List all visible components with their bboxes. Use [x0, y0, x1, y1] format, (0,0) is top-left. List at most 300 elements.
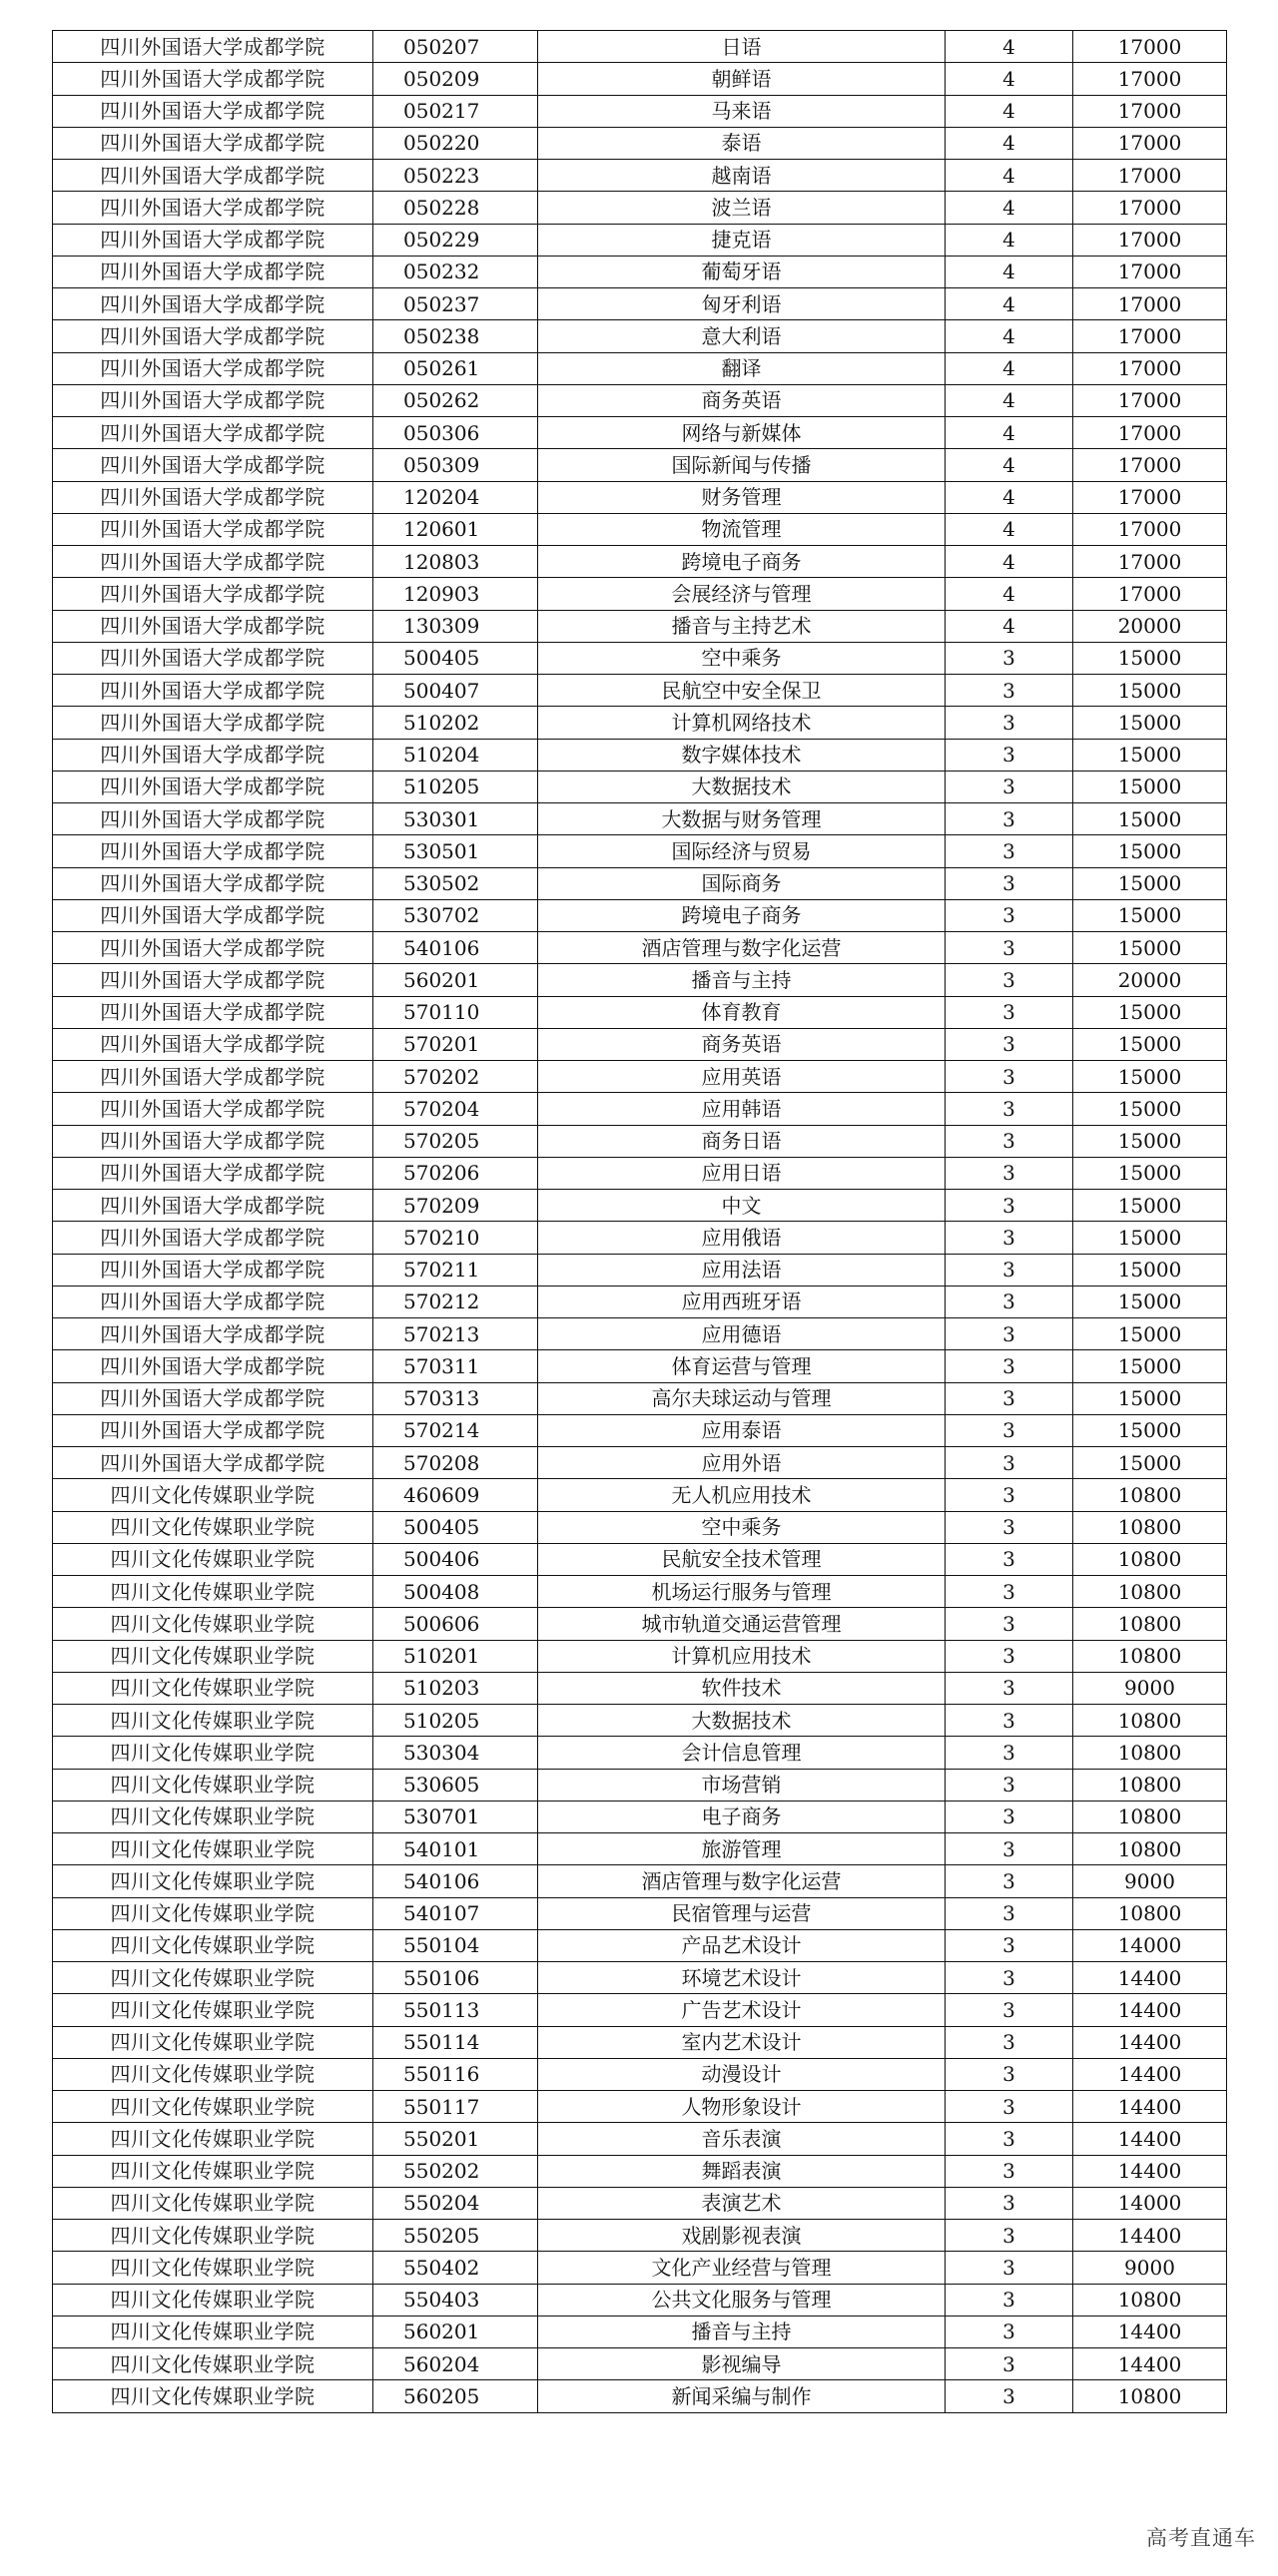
tuition-fee-cell: 15000	[1073, 899, 1227, 931]
duration-cell: 3	[946, 1350, 1073, 1382]
major-code-cell: 500405	[373, 642, 538, 674]
tuition-fee-cell: 14400	[1073, 2123, 1227, 2155]
duration-cell: 3	[946, 996, 1073, 1028]
major-code-cell: 570213	[373, 1318, 538, 1350]
table-row	[53, 2348, 1227, 2380]
duration-cell: 3	[946, 1640, 1073, 1672]
tuition-fee-cell: 15000	[1073, 932, 1227, 964]
table-row	[53, 224, 1227, 256]
major-code-cell: 500407	[373, 675, 538, 707]
major-code-cell: 050261	[373, 352, 538, 384]
tuition-fee-cell: 15000	[1073, 707, 1227, 739]
tuition-fee-cell: 10800	[1073, 1897, 1227, 1929]
major-code-cell: 550204	[373, 2187, 538, 2219]
tuition-fee-cell: 15000	[1073, 771, 1227, 802]
major-name-cell: 日语	[538, 31, 946, 63]
major-name-cell: 人物形象设计	[538, 2091, 946, 2123]
major-name-cell: 商务英语	[538, 1028, 946, 1060]
school-cell: 四川文化传媒职业学院	[53, 1833, 373, 1865]
major-name-cell: 跨境电子商务	[538, 899, 946, 931]
table-row	[53, 1801, 1227, 1832]
watermark-text: 高考直通车	[1146, 2526, 1256, 2550]
major-name-cell: 匈牙利语	[538, 288, 946, 320]
tuition-fee-cell: 17000	[1073, 192, 1227, 224]
major-code-cell: 530701	[373, 1801, 538, 1832]
tuition-fee-cell: 20000	[1073, 964, 1227, 996]
major-code-cell: 570205	[373, 1125, 538, 1157]
tuition-fee-cell: 10800	[1073, 1608, 1227, 1640]
major-name-cell: 波兰语	[538, 192, 946, 224]
table-row	[53, 835, 1227, 867]
tuition-fee-cell: 15000	[1073, 1061, 1227, 1093]
duration-cell: 4	[946, 513, 1073, 545]
school-cell: 四川外国语大学成都学院	[53, 867, 373, 899]
duration-cell: 3	[946, 1125, 1073, 1157]
duration-cell: 3	[946, 1061, 1073, 1093]
school-cell: 四川外国语大学成都学院	[53, 256, 373, 287]
school-cell: 四川外国语大学成都学院	[53, 1286, 373, 1317]
school-cell: 四川外国语大学成都学院	[53, 803, 373, 835]
duration-cell: 3	[946, 932, 1073, 964]
tuition-fee-cell: 17000	[1073, 578, 1227, 610]
duration-cell: 3	[946, 1382, 1073, 1414]
major-code-cell: 050232	[373, 256, 538, 287]
tuition-fee-cell: 17000	[1073, 513, 1227, 545]
major-name-cell: 播音与主持	[538, 2316, 946, 2347]
table-row	[53, 256, 1227, 287]
major-name-cell: 大数据技术	[538, 1705, 946, 1737]
tuition-fee-cell: 14400	[1073, 2348, 1227, 2380]
table-row	[53, 1929, 1227, 1961]
tuition-fee-cell: 17000	[1073, 481, 1227, 513]
tuition-fee-cell: 14400	[1073, 2091, 1227, 2123]
table-row	[53, 1318, 1227, 1350]
major-code-cell: 510205	[373, 1705, 538, 1737]
duration-cell: 3	[946, 2187, 1073, 2219]
duration-cell: 3	[946, 2316, 1073, 2347]
major-code-cell: 550201	[373, 2123, 538, 2155]
table-row	[53, 610, 1227, 642]
tuition-fee-cell: 15000	[1073, 867, 1227, 899]
major-name-cell: 大数据与财务管理	[538, 803, 946, 835]
major-code-cell: 550205	[373, 2220, 538, 2252]
duration-cell: 4	[946, 31, 1073, 63]
table-row	[53, 1608, 1227, 1640]
duration-cell: 3	[946, 1093, 1073, 1125]
major-code-cell: 050209	[373, 63, 538, 95]
school-cell: 四川外国语大学成都学院	[53, 1093, 373, 1125]
tuition-fee-cell: 10800	[1073, 1769, 1227, 1801]
duration-cell: 3	[946, 1222, 1073, 1254]
tuition-fee-cell: 14400	[1073, 1994, 1227, 2026]
school-cell: 四川文化传媒职业学院	[53, 1994, 373, 2026]
school-cell: 四川外国语大学成都学院	[53, 546, 373, 578]
major-code-cell: 120803	[373, 546, 538, 578]
school-cell: 四川外国语大学成都学院	[53, 1157, 373, 1189]
major-code-cell: 530605	[373, 1769, 538, 1801]
school-cell: 四川外国语大学成都学院	[53, 707, 373, 739]
tuition-fee-cell: 10800	[1073, 1705, 1227, 1737]
major-name-cell: 动漫设计	[538, 2058, 946, 2090]
school-cell: 四川外国语大学成都学院	[53, 320, 373, 352]
major-code-cell: 570110	[373, 996, 538, 1028]
major-name-cell: 空中乘务	[538, 642, 946, 674]
school-cell: 四川外国语大学成都学院	[53, 513, 373, 545]
major-name-cell: 大数据技术	[538, 771, 946, 802]
school-cell: 四川文化传媒职业学院	[53, 2220, 373, 2252]
table-row	[53, 1672, 1227, 1704]
table-row	[53, 578, 1227, 610]
major-code-cell: 120903	[373, 578, 538, 610]
tuition-fee-cell: 15000	[1073, 1318, 1227, 1350]
table-row	[53, 2187, 1227, 2219]
school-cell: 四川文化传媒职业学院	[53, 2026, 373, 2058]
school-cell: 四川外国语大学成都学院	[53, 1028, 373, 1060]
tuition-fee-cell: 15000	[1073, 1382, 1227, 1414]
major-code-cell: 570208	[373, 1447, 538, 1479]
major-name-cell: 应用外语	[538, 1447, 946, 1479]
table-row	[53, 1028, 1227, 1060]
major-name-cell: 机场运行服务与管理	[538, 1576, 946, 1608]
duration-cell: 3	[946, 1897, 1073, 1929]
school-cell: 四川文化传媒职业学院	[53, 1672, 373, 1704]
tuition-fee-cell: 14000	[1073, 1929, 1227, 1961]
duration-cell: 3	[946, 1929, 1073, 1961]
duration-cell: 3	[946, 867, 1073, 899]
tuition-fee-cell: 15000	[1073, 835, 1227, 867]
duration-cell: 3	[946, 1543, 1073, 1575]
major-code-cell: 120601	[373, 513, 538, 545]
duration-cell: 3	[946, 1962, 1073, 1994]
major-code-cell: 050220	[373, 127, 538, 159]
table-row	[53, 160, 1227, 192]
school-cell: 四川外国语大学成都学院	[53, 578, 373, 610]
tuition-fee-cell: 10800	[1073, 1737, 1227, 1769]
school-cell: 四川文化传媒职业学院	[53, 1543, 373, 1575]
major-code-cell: 530702	[373, 899, 538, 931]
major-code-cell: 570311	[373, 1350, 538, 1382]
major-name-cell: 应用西班牙语	[538, 1286, 946, 1317]
tuition-fee-cell: 20000	[1073, 610, 1227, 642]
duration-cell: 3	[946, 1028, 1073, 1060]
major-code-cell: 550106	[373, 1962, 538, 1994]
school-cell: 四川外国语大学成都学院	[53, 1190, 373, 1222]
tuition-fee-cell: 14400	[1073, 2316, 1227, 2347]
table-row	[53, 2380, 1227, 2412]
school-cell: 四川文化传媒职业学院	[53, 2348, 373, 2380]
table-row	[53, 2284, 1227, 2316]
tuition-fee-cell: 10800	[1073, 1479, 1227, 1511]
school-cell: 四川文化传媒职业学院	[53, 1479, 373, 1511]
table-row	[53, 127, 1227, 159]
major-name-cell: 酒店管理与数字化运营	[538, 932, 946, 964]
table-row	[53, 675, 1227, 707]
duration-cell: 3	[946, 2123, 1073, 2155]
tuition-fee-cell: 10800	[1073, 1511, 1227, 1543]
table-row	[53, 1640, 1227, 1672]
major-code-cell: 510204	[373, 739, 538, 771]
table-row	[53, 642, 1227, 674]
major-code-cell: 050309	[373, 449, 538, 481]
major-code-cell: 560201	[373, 964, 538, 996]
tuition-fee-cell: 15000	[1073, 1286, 1227, 1317]
school-cell: 四川外国语大学成都学院	[53, 642, 373, 674]
major-name-cell: 无人机应用技术	[538, 1479, 946, 1511]
duration-cell: 3	[946, 1705, 1073, 1737]
school-cell: 四川外国语大学成都学院	[53, 449, 373, 481]
table-row	[53, 1897, 1227, 1929]
major-name-cell: 酒店管理与数字化运营	[538, 1865, 946, 1897]
table-row	[53, 2316, 1227, 2347]
table-row	[53, 2252, 1227, 2284]
major-code-cell: 500406	[373, 1543, 538, 1575]
school-cell: 四川外国语大学成都学院	[53, 127, 373, 159]
major-code-cell: 130309	[373, 610, 538, 642]
major-code-cell: 570212	[373, 1286, 538, 1317]
major-name-cell: 公共文化服务与管理	[538, 2284, 946, 2316]
table-row	[53, 31, 1227, 63]
major-name-cell: 计算机应用技术	[538, 1640, 946, 1672]
major-name-cell: 朝鲜语	[538, 63, 946, 95]
major-code-cell: 530301	[373, 803, 538, 835]
duration-cell: 3	[946, 2252, 1073, 2284]
major-name-cell: 影视编导	[538, 2348, 946, 2380]
tuition-fee-cell: 15000	[1073, 1414, 1227, 1446]
major-code-cell: 530502	[373, 867, 538, 899]
major-name-cell: 软件技术	[538, 1672, 946, 1704]
tuition-fee-cell: 9000	[1073, 2252, 1227, 2284]
school-cell: 四川文化传媒职业学院	[53, 1769, 373, 1801]
duration-cell: 4	[946, 160, 1073, 192]
tuition-fee-cell: 17000	[1073, 95, 1227, 127]
major-name-cell: 市场营销	[538, 1769, 946, 1801]
major-code-cell: 550104	[373, 1929, 538, 1961]
major-code-cell: 510202	[373, 707, 538, 739]
major-name-cell: 文化产业经营与管理	[538, 2252, 946, 2284]
major-name-cell: 产品艺术设计	[538, 1929, 946, 1961]
tuition-fee-cell: 14400	[1073, 2058, 1227, 2090]
duration-cell: 4	[946, 417, 1073, 449]
table-row	[53, 384, 1227, 416]
table-row	[53, 1479, 1227, 1511]
major-name-cell: 播音与主持	[538, 964, 946, 996]
table-row	[53, 1093, 1227, 1125]
table-row	[53, 95, 1227, 127]
tuition-fee-cell: 15000	[1073, 1093, 1227, 1125]
tuition-fee-cell: 17000	[1073, 224, 1227, 256]
major-code-cell: 550116	[373, 2058, 538, 2090]
tuition-fee-cell: 10800	[1073, 2380, 1227, 2412]
duration-cell: 3	[946, 2380, 1073, 2412]
major-name-cell: 应用日语	[538, 1157, 946, 1189]
major-code-cell: 460609	[373, 1479, 538, 1511]
duration-cell: 4	[946, 224, 1073, 256]
duration-cell: 3	[946, 707, 1073, 739]
duration-cell: 4	[946, 578, 1073, 610]
tuition-fee-cell: 10800	[1073, 1833, 1227, 1865]
duration-cell: 3	[946, 1447, 1073, 1479]
major-code-cell: 500606	[373, 1608, 538, 1640]
school-cell: 四川文化传媒职业学院	[53, 1640, 373, 1672]
major-code-cell: 050237	[373, 288, 538, 320]
major-name-cell: 国际经济与贸易	[538, 835, 946, 867]
school-cell: 四川文化传媒职业学院	[53, 1962, 373, 1994]
tuition-fee-cell: 17000	[1073, 352, 1227, 384]
major-name-cell: 新闻采编与制作	[538, 2380, 946, 2412]
tuition-fee-cell: 17000	[1073, 384, 1227, 416]
major-code-cell: 050238	[373, 320, 538, 352]
school-cell: 四川外国语大学成都学院	[53, 95, 373, 127]
table-row	[53, 867, 1227, 899]
table-row	[53, 546, 1227, 578]
major-code-cell: 550403	[373, 2284, 538, 2316]
major-code-cell: 050228	[373, 192, 538, 224]
table-row	[53, 1576, 1227, 1608]
duration-cell: 3	[946, 2348, 1073, 2380]
school-cell: 四川外国语大学成都学院	[53, 31, 373, 63]
school-cell: 四川外国语大学成都学院	[53, 1061, 373, 1093]
major-name-cell: 城市轨道交通运营管理	[538, 1608, 946, 1640]
table-row	[53, 1737, 1227, 1769]
school-cell: 四川文化传媒职业学院	[53, 2058, 373, 2090]
duration-cell: 3	[946, 1737, 1073, 1769]
major-code-cell: 570201	[373, 1028, 538, 1060]
duration-cell: 4	[946, 352, 1073, 384]
major-name-cell: 戏剧影视表演	[538, 2220, 946, 2252]
major-name-cell: 体育教育	[538, 996, 946, 1028]
duration-cell: 4	[946, 256, 1073, 287]
major-name-cell: 舞蹈表演	[538, 2155, 946, 2187]
major-name-cell: 体育运营与管理	[538, 1350, 946, 1382]
tuition-fee-cell: 10800	[1073, 2284, 1227, 2316]
tuition-table-body	[53, 31, 1227, 2413]
table-row	[53, 1286, 1227, 1317]
major-code-cell: 560205	[373, 2380, 538, 2412]
school-cell: 四川外国语大学成都学院	[53, 352, 373, 384]
major-code-cell: 510205	[373, 771, 538, 802]
major-name-cell: 广告艺术设计	[538, 1994, 946, 2026]
major-name-cell: 应用泰语	[538, 1414, 946, 1446]
table-row	[53, 1511, 1227, 1543]
tuition-fee-cell: 17000	[1073, 417, 1227, 449]
table-row	[53, 1414, 1227, 1446]
major-code-cell: 560201	[373, 2316, 538, 2347]
table-row	[53, 964, 1227, 996]
duration-cell: 3	[946, 1994, 1073, 2026]
school-cell: 四川外国语大学成都学院	[53, 384, 373, 416]
major-name-cell: 物流管理	[538, 513, 946, 545]
tuition-fee-cell: 15000	[1073, 1350, 1227, 1382]
major-code-cell: 550402	[373, 2252, 538, 2284]
table-row	[53, 2026, 1227, 2058]
table-row	[53, 192, 1227, 224]
major-name-cell: 空中乘务	[538, 1511, 946, 1543]
table-row	[53, 449, 1227, 481]
table-row	[53, 739, 1227, 771]
major-code-cell: 570209	[373, 1190, 538, 1222]
table-row	[53, 1350, 1227, 1382]
school-cell: 四川外国语大学成都学院	[53, 1382, 373, 1414]
tuition-fee-cell: 17000	[1073, 31, 1227, 63]
duration-cell: 4	[946, 320, 1073, 352]
major-name-cell: 网络与新媒体	[538, 417, 946, 449]
duration-cell: 3	[946, 899, 1073, 931]
major-name-cell: 应用法语	[538, 1254, 946, 1286]
tuition-fee-cell: 17000	[1073, 320, 1227, 352]
major-name-cell: 播音与主持艺术	[538, 610, 946, 642]
major-code-cell: 550117	[373, 2091, 538, 2123]
tuition-fee-cell: 15000	[1073, 803, 1227, 835]
school-cell: 四川外国语大学成都学院	[53, 288, 373, 320]
duration-cell: 4	[946, 95, 1073, 127]
duration-cell: 3	[946, 2026, 1073, 2058]
major-name-cell: 越南语	[538, 160, 946, 192]
school-cell: 四川文化传媒职业学院	[53, 1608, 373, 1640]
table-row	[53, 1447, 1227, 1479]
school-cell: 四川文化传媒职业学院	[53, 1929, 373, 1961]
school-cell: 四川文化传媒职业学院	[53, 1705, 373, 1737]
table-row	[53, 2220, 1227, 2252]
table-row	[53, 932, 1227, 964]
duration-cell: 3	[946, 2058, 1073, 2090]
major-name-cell: 国际新闻与传播	[538, 449, 946, 481]
major-code-cell: 120204	[373, 481, 538, 513]
school-cell: 四川外国语大学成都学院	[53, 160, 373, 192]
duration-cell: 3	[946, 1286, 1073, 1317]
major-name-cell: 民航安全技术管理	[538, 1543, 946, 1575]
school-cell: 四川文化传媒职业学院	[53, 1865, 373, 1897]
major-code-cell: 570210	[373, 1222, 538, 1254]
major-code-cell: 570313	[373, 1382, 538, 1414]
table-row	[53, 899, 1227, 931]
table-row	[53, 2155, 1227, 2187]
table-row	[53, 1125, 1227, 1157]
tuition-fee-cell: 9000	[1073, 1672, 1227, 1704]
duration-cell: 3	[946, 1157, 1073, 1189]
table-row	[53, 1543, 1227, 1575]
duration-cell: 3	[946, 1833, 1073, 1865]
major-name-cell: 旅游管理	[538, 1833, 946, 1865]
major-code-cell: 540107	[373, 1897, 538, 1929]
tuition-fee-cell: 10800	[1073, 1640, 1227, 1672]
table-row	[53, 1962, 1227, 1994]
table-row	[53, 2091, 1227, 2123]
duration-cell: 3	[946, 2220, 1073, 2252]
duration-cell: 4	[946, 288, 1073, 320]
major-code-cell: 050262	[373, 384, 538, 416]
major-name-cell: 民宿管理与运营	[538, 1897, 946, 1929]
duration-cell: 4	[946, 481, 1073, 513]
tuition-fee-cell: 10800	[1073, 1543, 1227, 1575]
major-name-cell: 高尔夫球运动与管理	[538, 1382, 946, 1414]
table-row	[53, 1157, 1227, 1189]
duration-cell: 3	[946, 1576, 1073, 1608]
school-cell: 四川外国语大学成都学院	[53, 964, 373, 996]
tuition-fee-cell: 15000	[1073, 675, 1227, 707]
major-code-cell: 530501	[373, 835, 538, 867]
table-row	[53, 288, 1227, 320]
tuition-fee-cell: 10800	[1073, 1801, 1227, 1832]
tuition-fee-cell: 17000	[1073, 288, 1227, 320]
tuition-fee-cell: 17000	[1073, 546, 1227, 578]
duration-cell: 3	[946, 1865, 1073, 1897]
major-name-cell: 商务英语	[538, 384, 946, 416]
major-code-cell: 540101	[373, 1833, 538, 1865]
major-code-cell: 510201	[373, 1640, 538, 1672]
major-name-cell: 会计信息管理	[538, 1737, 946, 1769]
table-row	[53, 996, 1227, 1028]
tuition-fee-cell: 14400	[1073, 2155, 1227, 2187]
